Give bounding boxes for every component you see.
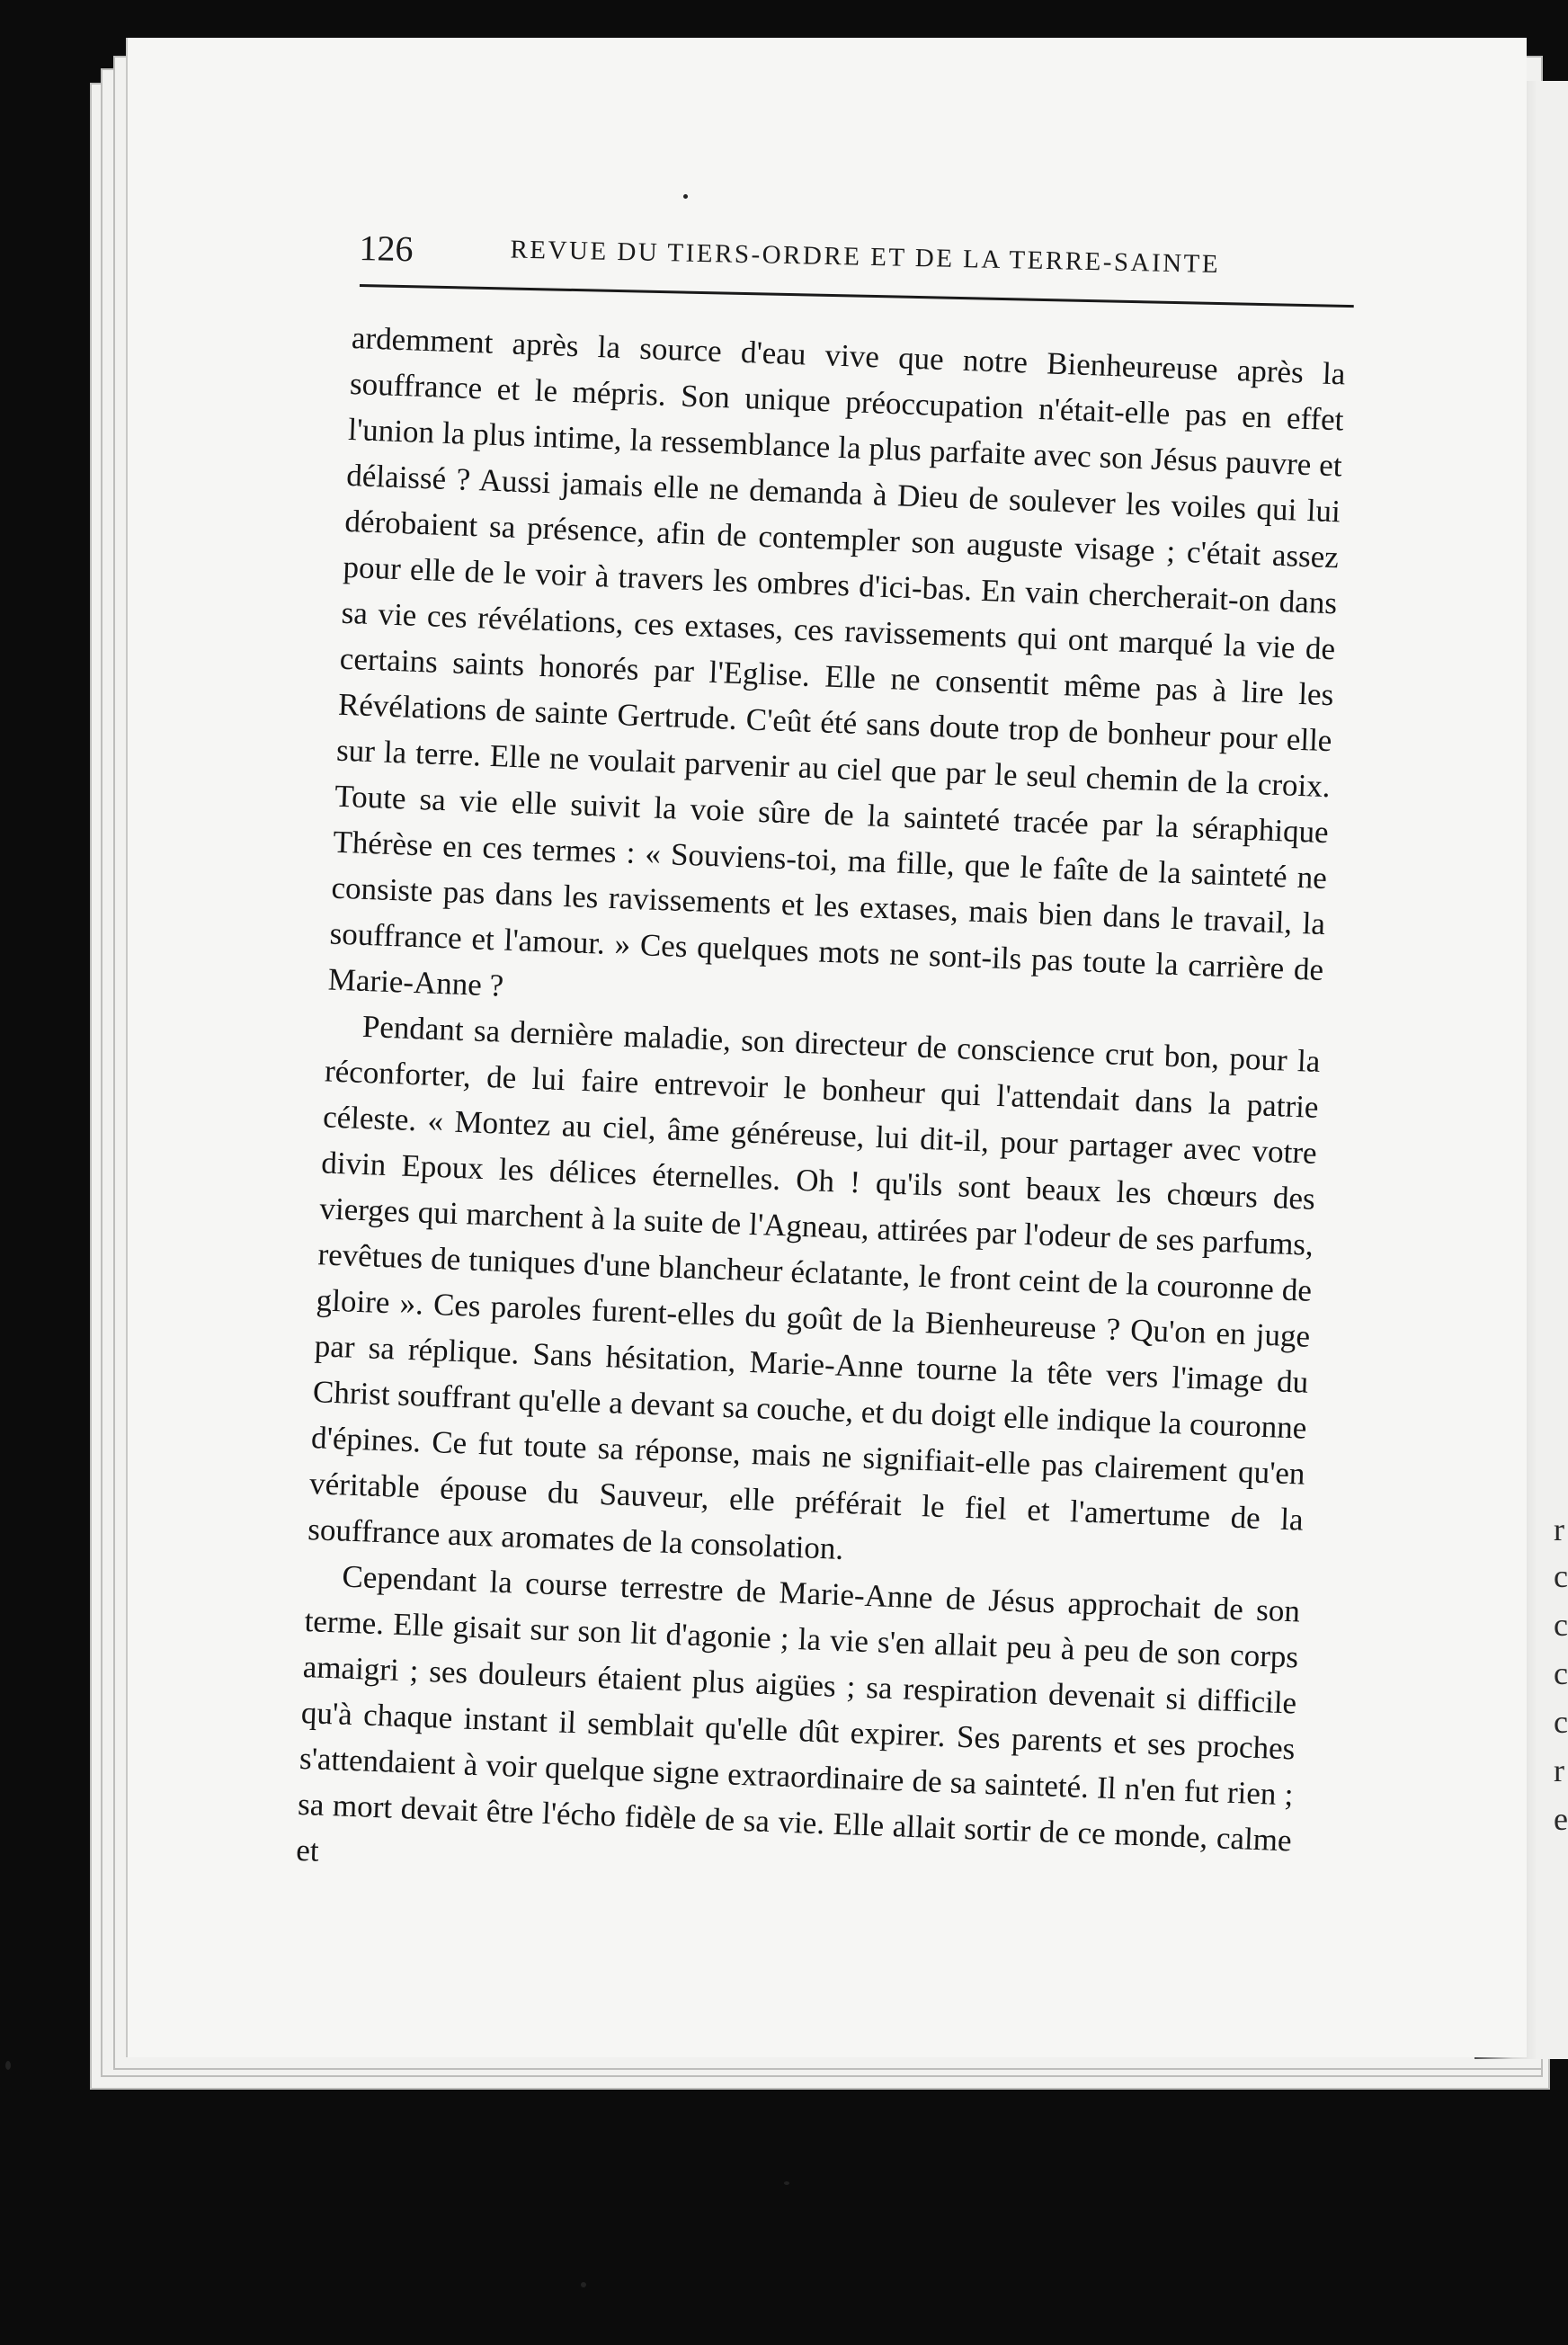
facing-page-fragment: c [1554,1704,1568,1740]
page-number: 126 [359,227,414,270]
paragraph: ardemment après la source d'eau vive que notre Bienheureuse après la souffrance et le mépris. Son unique préoccupation n'était-elle pas en effet l'union la plus intime, la ressemblance la plus parfaite avec son Jésus pauvre et délaissé ? Aussi jamais elle ne demanda à Dieu de soulever les voiles qui lui dérobaient sa présence, afin de contempler son auguste visage ; c'était assez pour elle de le voir à travers les ombres d'ici-bas. En vain chercherait-on dans sa vie ces révélations, ces extases, ces ravissements qui ont marqué la vie de certains saints honorés par l'Eglise. Elle ne consentit même pas à lire les Révélations de sainte Gertrude. C'eût été sans doute trop de bonheur pour elle sur la terre. Elle ne voulait parvenir au ciel que par le seul chemin de la croix. Toute sa vie elle suivit la voie sûre de la sainteté tracée par la séraphique Thérèse en ces termes : « Souviens-toi, ma fille, que le faîte de la sainteté ne consiste pas dans les ravissements et les extases, mais bien dans le travail, la souffrance et l'amour. » Ces quelques mots ne sont-ils pas toute la carrière de Marie-Anne ? [327,319,1347,1003]
paragraph: Pendant sa dernière maladie, son directeur de conscience crut bon, pour la réconforter, de lui faire entrevoir le bonheur qui l'attendait dans la patrie céleste. « Montez au ciel, âme généreuse, lui dit-il, pour partager avec votre divin Epoux les délices éternelles. Oh ! qu'ils sont beaux les chœurs des vierges qui marchent à la suite de l'Agneau, attirées par l'odeur de ses parfums, revêtues de tuniques d'une blancheur éclatante, le front ceint de la couronne de gloire ». Ces paroles furent-elles du goût de la Bienheureuse ? Qu'on en juge par sa réplique. Sans hésitation, Marie-Anne tourne la tête vers l'image du Christ souffrant qu'elle a devant sa couche, et du doigt elle indique la couronne d'épines. Ce fut toute sa réponse, mais ne signifiait-elle pas clairement qu'en véritable épouse du Sauveur, elle préférait le fiel et l'amertume de la souffrance aux aromates de la consolation. [307,1008,1322,1566]
scan-speck [5,2061,11,2070]
scan-speck [683,194,688,199]
facing-page-fragment: c [1554,1655,1568,1691]
facing-page-fragment: c [1554,1558,1568,1594]
facing-page-fragment: c [1554,1607,1568,1643]
body-text [295,315,1346,1909]
facing-page-fragment: e [1554,1801,1568,1837]
running-title: REVUE DU TIERS-ORDRE ET DE LA TERRE-SAINTE [510,235,1221,280]
scan-speck [784,2181,789,2185]
facing-page-fragment: r [1554,1511,1564,1547]
paragraph: Cependant la course terrestre de Marie-Anne de Jésus approchait de son terme. Elle gisait sur son lit d'agonie ; la vie s'en allait peu à peu de son corps amaigri ; ses douleurs étaient plus aigües ; sa respiration devenait si difficile qu'à chaque instant il semblait qu'elle dût expirer. Ses parents et ses proches s'attendaient à voir quelque signe extraordinaire de sa sainteté. Il n'en fut rien ; sa mort devait être l'écho fidèle de sa vie. Elle allait sortir de ce monde, calme et [295,1558,1301,1868]
scan-speck [581,2282,586,2287]
facing-page-fragment: r [1554,1752,1564,1788]
